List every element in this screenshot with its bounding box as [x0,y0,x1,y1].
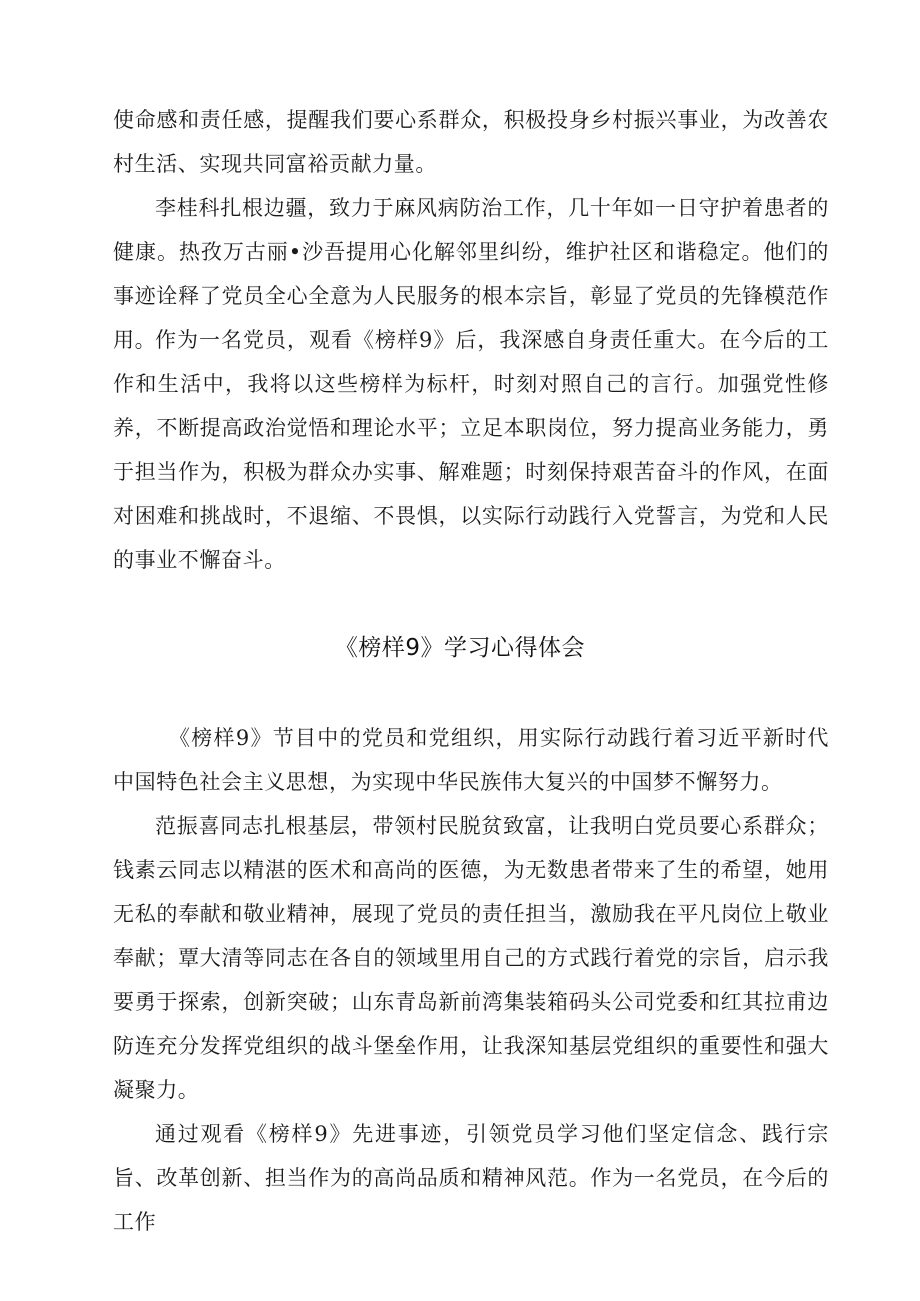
paragraph-personal-reflection: 作为一名党员，观看《榜样9》后，我深感自身责任重大。在今后的工作和生活中，我将以这些榜样为标杆，时刻对照自己的言行。加强党性修养，不断提高政治觉悟和理论水平；立足本职岗位，努力提高业务能力，勇于担当作为，积极为群众办实事、解难题；时刻保持艰苦奋斗的作风，在面对困难和挑战时，不退缩、不畏惧，以实际行动践行入党誓言，为党和人民的事业不懈奋斗。 [113,328,829,572]
section-title: 《榜样9》学习心得体会 [334,635,586,661]
paragraph-examples: 范振喜同志扎根基层，带领村民脱贫致富，让我明白党员要心系群众；钱素云同志以精湛的医术和高尚的医德，为无数患者带来了生的希望，她用无私的奉献和敬业精神，展现了党员的责任担当，激励我在平凡岗位上敬业奉献；覃大清等同志在各自的领域里用自己的方式践行着党的宗旨，启示我要勇于探索，创新突破；山东青岛新前湾集装箱码头公司党委和红其拉甫边防连充分发挥党组织的战斗堡垒作用，让我深知基层党组织的重要性和强大凝聚力。 [113,814,829,1102]
paragraph-exemplars: 李桂科扎根边疆，致力于麻风病防治工作，几十年如一日守护着患者的健康。热孜万古丽•沙吾提用心化解邻里纠纷，维护社区和谐稳定。他们的事迹诠释了党员全心全意为人民服务的根本宗旨，彰显了党员的先锋模范作用。 [113,196,829,352]
paragraph-continuation: 使命感和责任感，提醒我们要心系群众，积极投身乡村振兴事业，为改善农村生活、实现共同富裕贡献力量。 [113,108,829,176]
paragraph-intro: 《榜样9》节目中的党员和党组织，用实际行动践行着习近平新时代中国特色社会主义思想，为实现中华民族伟大复兴的中国梦不懈努力。 [113,726,829,794]
paragraph-conclusion: 通过观看《榜样9》先进事迹，引领党员学习他们坚定信念、践行宗旨、改革创新、担当作为的高尚品质和精神风范。作为一名党员，在今后的工作 [113,1122,829,1234]
